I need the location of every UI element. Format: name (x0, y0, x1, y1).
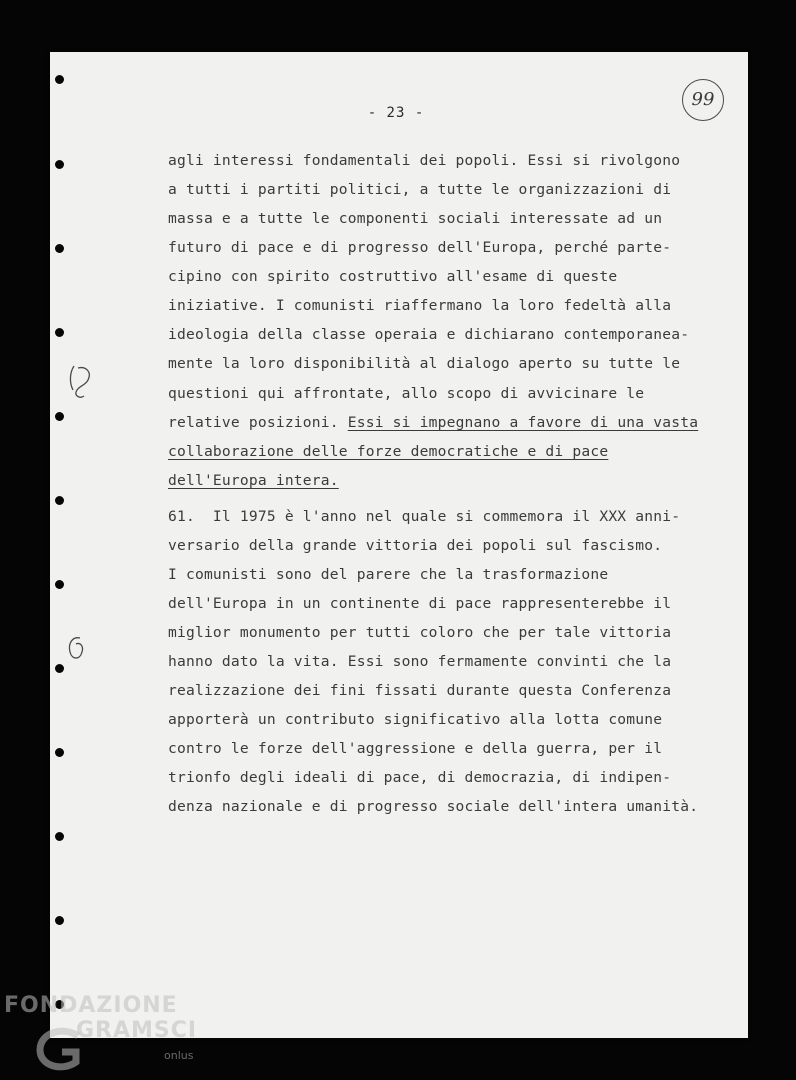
text-line (168, 769, 671, 787)
underlined-text: dell'Europa intera. (168, 472, 339, 489)
archive-stamp-number: 99 (682, 79, 724, 121)
text-line (168, 239, 671, 257)
underlined-text: Essi si impegnano a favore di una vasta (347, 414, 699, 431)
text-line (168, 414, 698, 432)
text-line (168, 653, 671, 671)
text-line (168, 297, 671, 315)
text-segment: denza nazionale e di progresso sociale dell'intera umanità. (168, 798, 699, 815)
text-segment: dell'Europa in un continente di pace rappresenterebbe il (168, 595, 672, 612)
binder-hole (55, 328, 64, 337)
text-segment: trionfo degli ideali di pace, di democrazia, di indipen- (168, 769, 672, 786)
text-line (168, 537, 662, 555)
text-segment: ideologia della classe operaia e dichiarano contemporanea- (168, 326, 690, 343)
watermark-line1: FONDAZIONE (4, 993, 178, 1018)
text-segment: versario della grande vittoria dei popoli sul fascismo. (168, 537, 663, 554)
text-segment: iniziative. I comunisti riaffermano la loro fedeltà alla (168, 297, 672, 314)
text-line (168, 152, 680, 170)
binder-hole (55, 580, 64, 589)
text-line (168, 210, 662, 228)
text-line (168, 624, 671, 642)
text-segment: mente la loro disponibilità al dialogo aperto su tutte le (168, 355, 681, 372)
text-segment: futuro di pace e di progresso dell'Europa, perché parte- (168, 239, 672, 256)
underlined-text: collaborazione delle forze democratiche e di pace (168, 443, 609, 460)
text-segment: miglior monumento per tutti coloro che per tale vittoria (168, 624, 672, 641)
text-line (168, 682, 671, 700)
binder-hole (55, 160, 64, 169)
text-line (168, 595, 671, 613)
text-line (168, 472, 339, 490)
watermark-suffix: onlus (164, 1049, 194, 1062)
text-line (168, 443, 608, 461)
binder-hole (55, 748, 64, 757)
text-segment: hanno dato la vita. Essi sono fermamente convinti che la (168, 653, 672, 670)
text-line (168, 326, 689, 344)
text-segment: realizzazione dei fini fissati durante questa Conferenza (168, 682, 672, 699)
text-segment: apporterà un contributo significativo alla lotta comune (168, 711, 663, 728)
text-line (168, 711, 662, 729)
text-line (168, 385, 644, 403)
text-line (168, 508, 680, 526)
text-segment: a tutti i partiti politici, a tutte le organizzazioni di (168, 181, 672, 198)
text-line (168, 355, 680, 373)
text-segment: massa e a tutte le componenti sociali interessate ad un (168, 210, 663, 227)
text-line (168, 566, 608, 584)
binder-hole (55, 75, 64, 84)
text-segment: cipino con spirito costruttivo all'esame di queste (168, 268, 618, 285)
text-segment: 61. Il 1975 è l'anno nel quale si commemora il XXX anni- (168, 508, 681, 525)
fondazione-gramsci-watermark (4, 993, 204, 1078)
text-segment: contro le forze dell'aggressione e della guerra, per il (168, 740, 663, 757)
binder-hole (55, 412, 64, 421)
text-segment: relative posizioni. (168, 414, 348, 431)
binder-hole (55, 832, 64, 841)
handwritten-margin-mark (60, 632, 92, 666)
watermark-line2: GRAMSCI (76, 1018, 198, 1043)
text-line (168, 268, 617, 286)
text-line (168, 181, 671, 199)
page-number: - 23 - (367, 105, 425, 121)
text-segment: agli interessi fondamentali dei popoli. Essi si rivolgono (168, 152, 681, 169)
text-segment: I comunisti sono del parere che la trasformazione (168, 566, 609, 583)
binder-hole (55, 916, 64, 925)
text-segment: questioni qui affrontate, allo scopo di avvicinare le (168, 385, 645, 402)
text-line (168, 798, 698, 816)
binder-hole (55, 496, 64, 505)
handwritten-margin-mark (64, 362, 98, 402)
text-line (168, 740, 662, 758)
binder-hole (55, 244, 64, 253)
